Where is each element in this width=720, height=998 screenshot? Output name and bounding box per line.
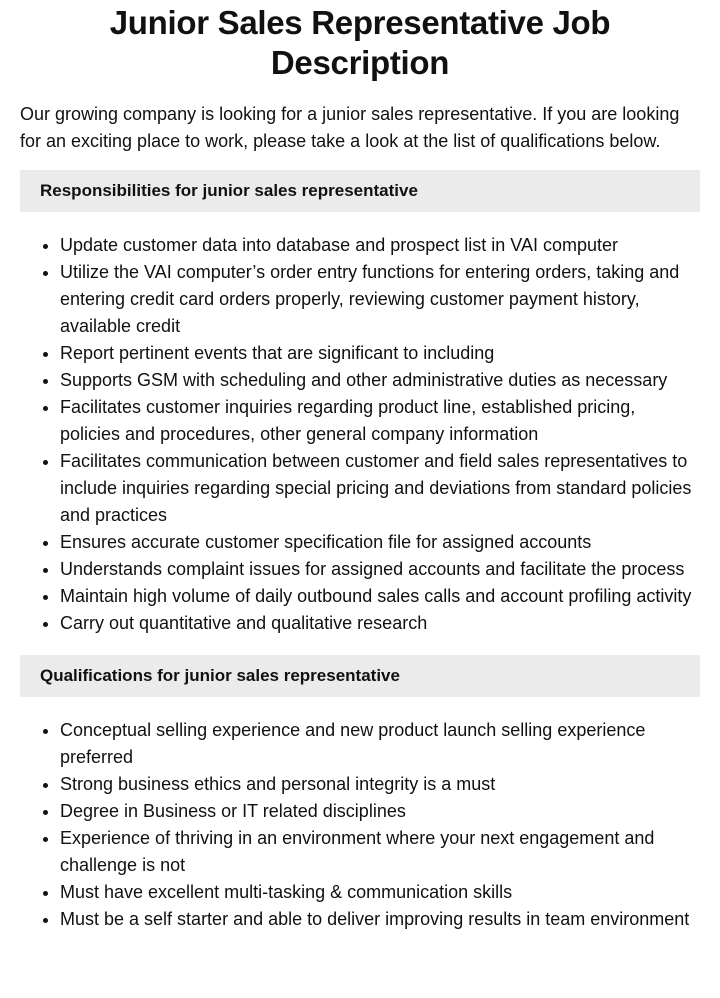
list-item: • Ensures accurate customer specification file for assigned accounts [60,529,700,556]
list-item: • Report pertinent events that are significant to including [60,340,700,367]
qualifications-header [20,655,700,697]
list-item: • Carry out quantitative and qualitative research [60,610,700,637]
list-item: • Conceptual selling experience and new product launch selling experience preferred [60,717,700,771]
responsibilities-header-label: Responsibilities for junior sales representative [40,181,418,200]
qualifications-header-label: Qualifications for junior sales representative [40,666,400,685]
responsibilities-header [20,170,700,212]
list-item: • Degree in Business or IT related disciplines [60,798,700,825]
list-item: • Facilitates communication between customer and field sales representatives to include inquiries regarding special pricing and deviations from standard policies and practices [60,448,700,529]
list-item: • Must be a self starter and able to deliver improving results in team environment [60,906,700,933]
list-item: • Strong business ethics and personal integrity is a must [60,771,700,798]
list-item: • Experience of thriving in an environment where your next engagement and challenge is not [60,825,700,879]
list-item: • Maintain high volume of daily outbound sales calls and account profiling activity [60,583,700,610]
list-item: • Facilitates customer inquiries regarding product line, established pricing, policies and procedures, other general company information [60,394,700,448]
responsibilities-list [20,232,700,637]
qualifications-list [20,717,700,933]
list-item: • Utilize the VAI computer’s order entry functions for entering orders, taking and entering credit card orders properly, reviewing customer payment history, available credit [60,259,700,340]
intro-paragraph: Our growing company is looking for a junior sales representative. If you are looking for an exciting place to work, please take a look at the list of qualifications below. [20,104,680,151]
list-item: • Must have excellent multi-tasking & communication skills [60,879,700,906]
list-item: • Update customer data into database and prospect list in VAI computer [60,232,700,259]
list-item: • Understands complaint issues for assigned accounts and facilitate the process [60,556,700,583]
page-title: Junior Sales Representative Job Description [109,4,611,81]
list-item: • Supports GSM with scheduling and other administrative duties as necessary [60,367,700,394]
